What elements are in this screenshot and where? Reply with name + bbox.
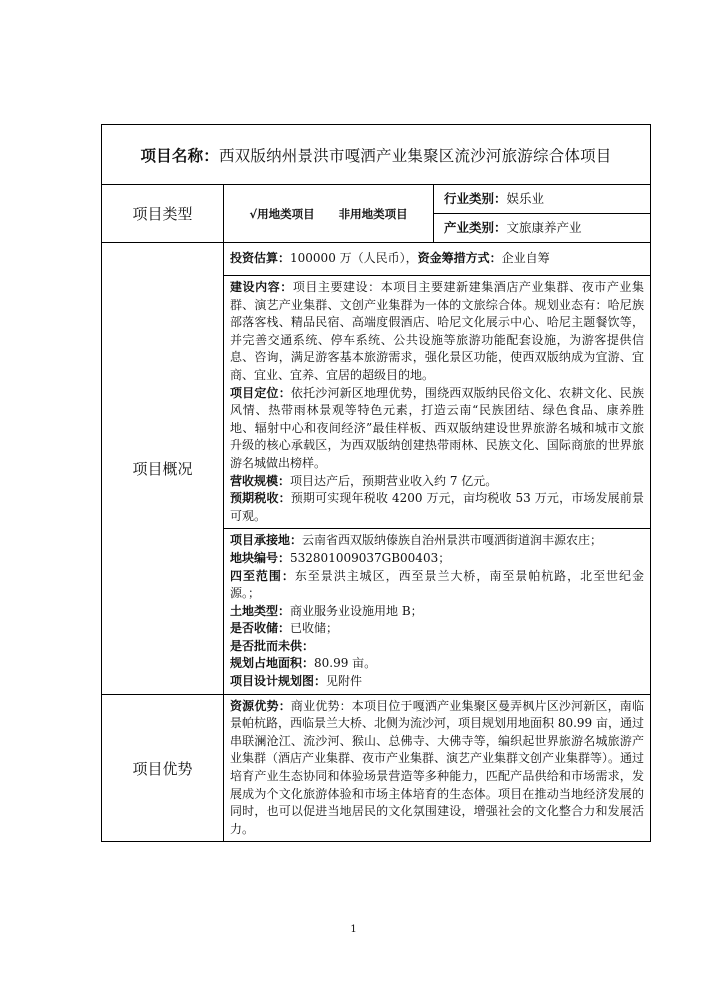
construction-label: 建设内容：	[230, 280, 293, 294]
revenue-text: 项目达产后，预期营业收入约 7 亿元。	[290, 473, 498, 488]
project-type-label: 项目类型	[102, 185, 224, 243]
resource-paragraph	[230, 698, 644, 839]
investment-cell	[224, 243, 651, 276]
non-land-use-option: 非用地类项目	[338, 206, 408, 221]
project-name-cell	[102, 125, 651, 185]
site-cell	[224, 529, 651, 694]
bounds-paragraph	[230, 568, 644, 603]
industry-value: 娱乐业	[506, 191, 545, 206]
industry-label: 行业类别：	[444, 191, 507, 206]
tax-text: 预期可实现年税收 4200 万元，亩均税收 53 万元，市场发展前景可观。	[230, 491, 644, 523]
site-text: 云南省西双版纳傣族自治州景洪市嘎洒街道润丰源农庄；	[302, 533, 603, 548]
area-label: 规划占地面积：	[230, 656, 315, 671]
area-paragraph	[230, 655, 644, 673]
project-info-table	[101, 124, 651, 842]
land-use-option: √用地类项目	[249, 206, 315, 221]
land-use-type-cell	[224, 185, 434, 243]
project-type-row	[102, 185, 651, 214]
investment-label: 投资估算：	[230, 251, 291, 266]
advantages-row	[102, 694, 651, 842]
landuse-label: 土地类型：	[230, 603, 291, 618]
tax-label: 预期税收：	[230, 491, 291, 506]
area-value: 80.99 亩。	[314, 656, 377, 671]
construction-cell	[224, 276, 651, 529]
revenue-paragraph	[230, 473, 644, 491]
landuse-value: 商业服务业设施用地 B；	[290, 603, 423, 618]
funding-label: 资金筹措方式：	[417, 251, 502, 266]
advantages-label: 项目优势	[102, 694, 224, 842]
resource-text: 商业优势：本项目位于嘎洒产业集聚区曼弄枫片区沙河新区，南临景帕杭路，西临景兰大桥、北侧为流沙河，项目规划用地面积 80.99 亩，通过串联澜沧江、流沙河、猴山、总佛寺、大佛寺等，编织起世界旅游名城旅游产业集群（酒店产业集群、夜市产业集群、演艺产业集群文创产业集群等）。通过培育产业生态协同和体验场景营造等多种能力，匹配产品供给和市场需求，发展成为个文化旅游体验和市场主体培育的生态体。项目在推动当地经济发展的同时，也可以促进当地居民的文化氛围建设，增强社会的文化整合力和发展活力。	[230, 698, 645, 836]
project-name-label: 项目名称：	[140, 146, 219, 165]
construction-paragraph	[230, 279, 644, 385]
drawing-value: 见附件	[326, 674, 363, 689]
plot-label: 地块编号：	[230, 550, 291, 565]
advantages-cell	[224, 694, 651, 842]
industry-category-cell	[434, 185, 651, 214]
approved-paragraph	[230, 638, 644, 656]
site-paragraph	[230, 532, 644, 550]
sector-category-cell	[434, 214, 651, 243]
drawing-label: 项目设计规划图：	[230, 674, 327, 689]
acquired-label: 是否收储：	[230, 621, 291, 636]
bounds-text: 东至景洪主城区，西至景兰大桥，南至景帕杭路，北至世纪金源。；	[230, 568, 644, 601]
project-name-row	[102, 125, 651, 185]
landuse-paragraph	[230, 603, 644, 621]
positioning-paragraph	[230, 385, 644, 473]
acquired-value: 已收储；	[290, 621, 339, 636]
page-number: 1	[350, 924, 357, 935]
tax-paragraph	[230, 490, 644, 525]
sector-label: 产业类别：	[444, 220, 507, 235]
plot-paragraph	[230, 550, 644, 568]
positioning-text: 依托沙河新区地理优势，围绕西双版纳民俗文化、农耕文化、民族风情、热带雨林景观等特色元素，打造云南“民族团结、绿色食品、康养胜地、辐射中心和夜间经济”最佳样板、西双版纳建设世界旅游名城和城市文旅升级的核心承载区，为西双版纳创建热带雨林、民族文化、国际商旅的世界旅游名城做出榜样。	[230, 385, 644, 470]
funding-value: 企业自筹	[501, 251, 550, 266]
resource-label: 资源优势：	[230, 698, 291, 713]
investment-value: 100000 万（人民币），	[290, 251, 418, 266]
acquired-paragraph	[230, 620, 644, 638]
approved-label: 是否批而未供：	[230, 638, 315, 653]
bounds-label: 四至范围：	[230, 568, 295, 583]
sector-value: 文旅康养产业	[506, 220, 582, 235]
site-label: 项目承接地：	[230, 533, 303, 548]
plot-value: 532801009037GB00403；	[290, 550, 451, 565]
construction-text: 项目主要建设：本项目主要建新建集酒店产业集群、夜市产业集群、演艺产业集群、文创产业集群为一体的文旅综合体。规划业态有：哈尼族部落客栈、精品民宿、高端度假酒店、哈尼文化展示中心、哈尼主题餐饮等，并完善交通系统、停车系统、公共设施等旅游功能配套设施，为游客提供信息、咨询，满足游客基本旅游需求，强化景区功能，使西双版纳成为宜游、宜商、宜业、宜养、宜居的超级目的地。	[230, 280, 644, 382]
drawing-paragraph	[230, 673, 644, 691]
revenue-label: 营收规模：	[230, 473, 291, 488]
overview-label: 项目概况	[102, 243, 224, 695]
positioning-label: 项目定位：	[230, 385, 291, 400]
project-name-value: 西双版纳州景洪市嘎洒产业集聚区流沙河旅游综合体项目	[219, 146, 612, 165]
investment-row	[102, 243, 651, 276]
